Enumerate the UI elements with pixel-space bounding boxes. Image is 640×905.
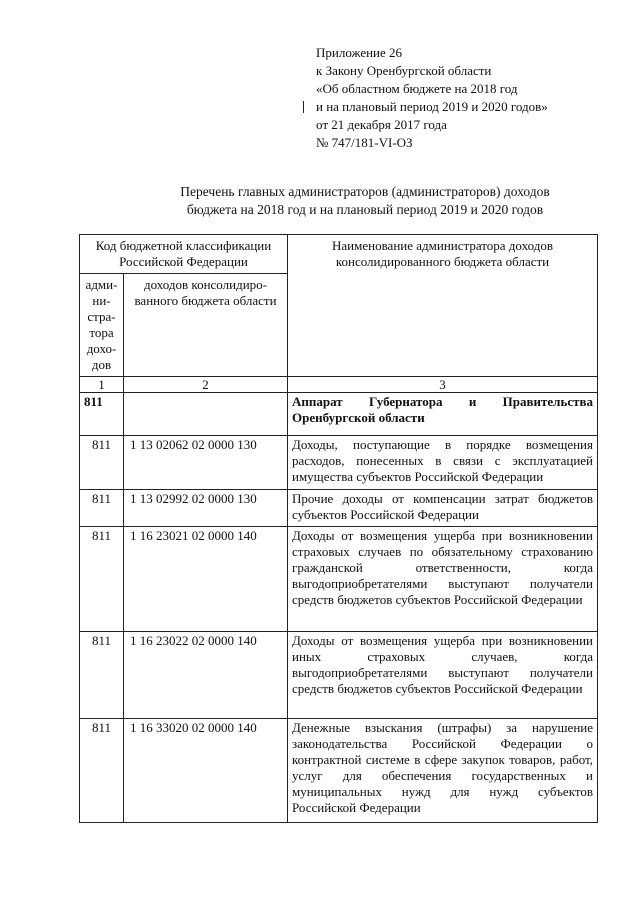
title-line-1: Перечень главных администраторов (администраторов) доходов bbox=[180, 184, 550, 199]
appendix-line: от 21 декабря 2017 года bbox=[316, 117, 447, 132]
revenue-code-cell: 1 16 23021 02 0000 140 bbox=[124, 527, 288, 632]
margin-mark bbox=[303, 101, 304, 113]
column-number-row bbox=[80, 377, 598, 393]
revenue-name-cell: Доходы от возмещения ущерба при возникновении страховых случаев по обязательному страхованию гражданской ответственности, когда выгодоприобретателями выступают получатели средств бюджетов субъектов Российской Федерации bbox=[288, 527, 598, 632]
appendix-header bbox=[316, 44, 548, 152]
revenue-name-cell: Аппарат Губернатора и Правительства Оренбургской области bbox=[288, 393, 598, 436]
table-row bbox=[80, 436, 598, 490]
header-administrator-name: Наименование администратора доходов консолидированного бюджета области bbox=[288, 235, 598, 377]
revenue-code-cell: 1 16 23022 02 0000 140 bbox=[124, 632, 288, 719]
table-row bbox=[80, 632, 598, 719]
admin-code-cell: 811 bbox=[80, 632, 124, 719]
revenue-code-cell bbox=[124, 393, 288, 436]
title-line-2: бюджета на 2018 год и на плановый период 2019 и 2020 годов bbox=[186, 202, 544, 217]
document-title bbox=[95, 183, 635, 219]
admin-code-cell: 811 bbox=[80, 490, 124, 527]
table-header-row bbox=[80, 235, 598, 274]
column-number: 1 bbox=[80, 377, 124, 393]
admin-code-cell: 811 bbox=[80, 719, 124, 823]
revenue-name-cell: Доходы от возмещения ущерба при возникновении иных страховых случаев, когда выгодоприобретателями выступают получатели средств бюджетов субъектов Российской Федерации bbox=[288, 632, 598, 719]
appendix-line: и на плановый период 2019 и 2020 годов» bbox=[316, 99, 548, 114]
table-row bbox=[80, 490, 598, 527]
revenue-code-cell: 1 13 02992 02 0000 130 bbox=[124, 490, 288, 527]
revenue-name-cell: Доходы, поступающие в порядке возмещения расходов, понесенных в связи с эксплуатацией имущества субъектов Российской Федерации bbox=[288, 436, 598, 490]
table-row bbox=[80, 527, 598, 632]
revenue-code-cell: 1 16 33020 02 0000 140 bbox=[124, 719, 288, 823]
column-number: 2 bbox=[124, 377, 288, 393]
revenue-name-cell: Денежные взыскания (штрафы) за нарушение законодательства Российской Федерации о контрактной системе в сфере закупок товаров, работ, услуг для обеспечения государственных и муниципальных нужд для нужд субъектов Российской Федерации bbox=[288, 719, 598, 823]
admin-code-cell: 811 bbox=[80, 436, 124, 490]
admin-code-cell: 811 bbox=[80, 393, 124, 436]
appendix-line: Приложение 26 bbox=[316, 45, 403, 60]
administrators-table bbox=[79, 234, 598, 823]
table-row bbox=[80, 393, 598, 436]
revenue-code-cell: 1 13 02062 02 0000 130 bbox=[124, 436, 288, 490]
header-revenue-code: доходов консолидиро-ванного бюджета области bbox=[124, 274, 288, 377]
column-number: 3 bbox=[288, 377, 598, 393]
header-classification-code: Код бюджетной классификации Российской Федерации bbox=[80, 235, 288, 274]
header-administrator-code: адми-ни-стра-тора дохо-дов bbox=[80, 274, 124, 377]
appendix-line: к Закону Оренбургской области bbox=[316, 63, 492, 78]
revenue-name-cell: Прочие доходы от компенсации затрат бюджетов субъектов Российской Федерации bbox=[288, 490, 598, 527]
appendix-line: «Об областном бюджете на 2018 год bbox=[316, 81, 518, 96]
table-row bbox=[80, 719, 598, 823]
appendix-line: № 747/181-VI-ОЗ bbox=[316, 135, 413, 150]
admin-code-cell: 811 bbox=[80, 527, 124, 632]
